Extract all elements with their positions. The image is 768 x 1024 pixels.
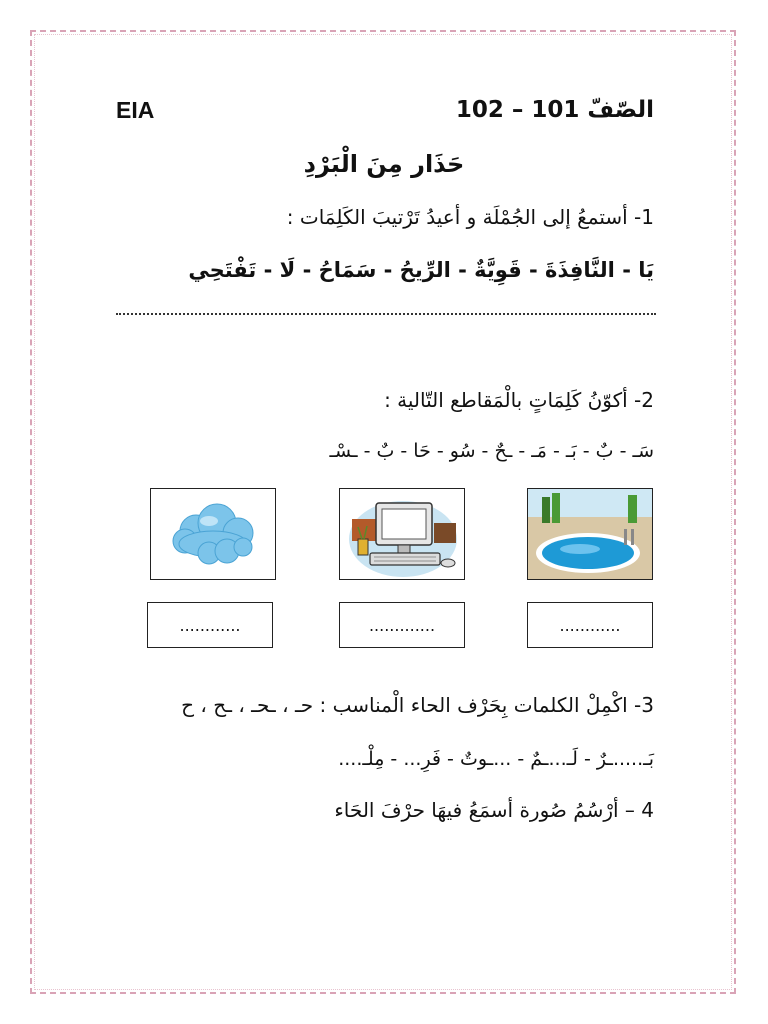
question-2-prompt: 2- أكوّنُ كَلِمَاتٍ بالْمَقاطع التّالية : — [384, 388, 654, 412]
syllables-list: سَـ - بٌ - بَـ - مَـ - ـحٌ - سُو - حَا - بٌ - ـسْـ — [329, 440, 654, 462]
page-title: حَذَار مِنَ الْبَرْدِ — [303, 150, 465, 178]
question-4-prompt: 4 – أرْسُمُ صُورة أسمَعُ فيهَا حرْفَ الحَاء — [334, 798, 654, 822]
picture-box-cloud — [150, 488, 276, 580]
answer-box-pool[interactable] — [527, 602, 653, 648]
question-3-prompt: 3- اكْمِلْ الكلمات بِحَرْف الحاء الْمناسب : حـ ، ـحـ ، ـح ، ح — [181, 693, 654, 717]
answer-box-cloud[interactable] — [147, 602, 273, 648]
school-label: EIA — [116, 97, 155, 123]
answer-line[interactable] — [116, 313, 656, 315]
answer-box-computer[interactable] — [339, 602, 465, 648]
swimming-pool-icon — [528, 489, 653, 580]
picture-box-computer — [339, 488, 465, 580]
question-1-prompt: 1- أستمعُ إلى الجُمْلَة و أعيدُ تَرْتيبَ الكَلِمَات : — [286, 205, 654, 229]
question-1-words: يَا - النَّافِذَةَ - قَوِيَّةٌ - الرِّيحُ - سَمَاحُ - لَا - تَفْتَحِي — [188, 258, 654, 282]
question-3-words: بَـ.....ـرٌ - لَـ...ـمٌ - ...ـوتٌ - فَرِ... - مِلْـ.... — [338, 748, 654, 770]
answer-placeholder: ............ — [179, 615, 241, 635]
computer-icon — [340, 489, 465, 580]
answer-placeholder: ...........‌. — [559, 615, 621, 635]
class-label: الصّفّ 101 – 102 — [455, 97, 654, 123]
answer-placeholder: ............. — [368, 615, 436, 635]
cloud-icon — [151, 489, 276, 580]
picture-box-pool — [527, 488, 653, 580]
